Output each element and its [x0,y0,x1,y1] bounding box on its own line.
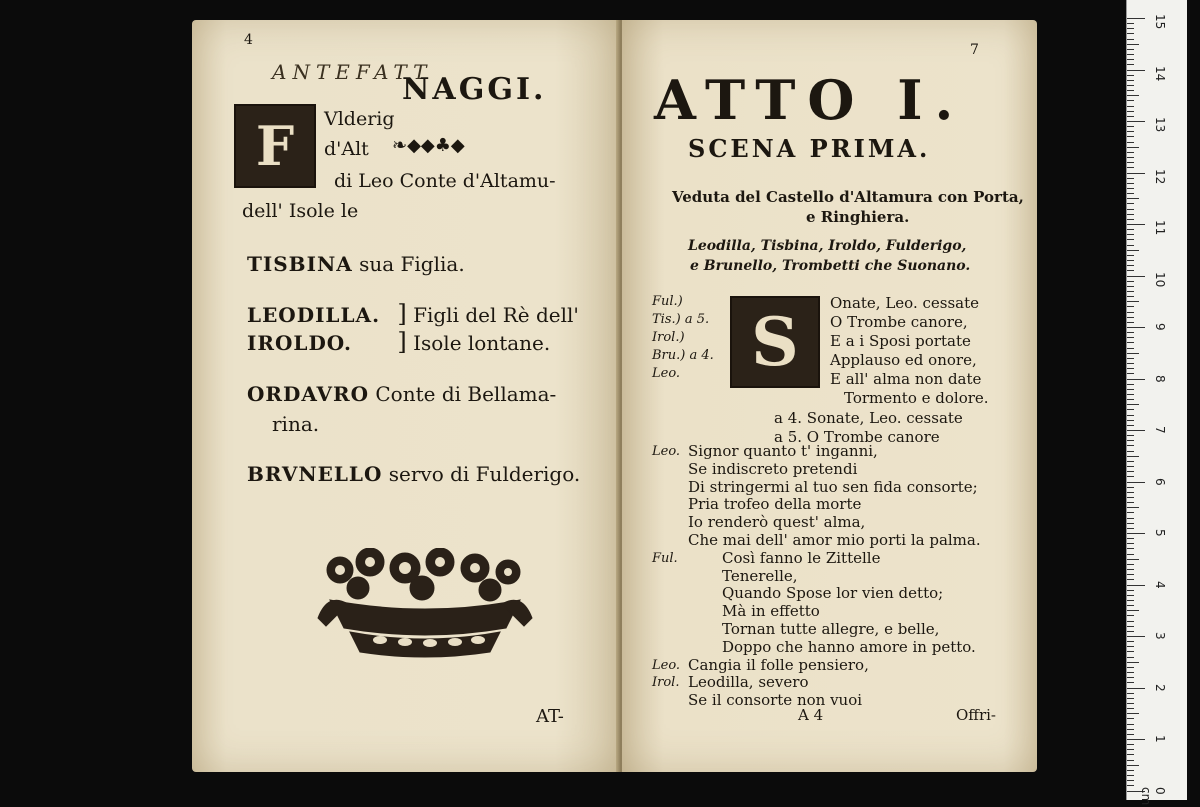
ruler-tick [1127,538,1134,539]
ruler-tick [1127,126,1134,127]
role-entry [247,328,550,356]
dialogue-line: Se indiscreto pretendi [688,459,858,478]
catchword: AT- [536,706,564,727]
dialogue-line: Se il consorte non vuoi [688,691,863,710]
ruler-tick [1127,621,1134,622]
ruler-number: 14 [1153,65,1167,81]
cast-list: Leodilla, Tisbina, Iroldo, Fulderigo, [688,238,967,254]
ruler-tick [1127,209,1134,210]
ruler-tick [1127,672,1134,673]
bracket: ] [397,328,407,356]
ruler-tick [1127,523,1134,524]
ruler-tick [1127,631,1134,632]
ruler-tick [1127,332,1134,333]
ruler-tick [1127,162,1134,163]
ruler-tick [1127,23,1134,24]
ruler-tick [1127,265,1134,266]
ruler-tick [1127,229,1134,230]
drop-cap-letter: S [751,303,799,381]
ruler-tick [1127,476,1134,477]
dialogue-line: Di stringermi al tuo sen fida consorte; [688,477,978,496]
ruler-tick [1127,106,1134,107]
ruler-tick [1127,239,1134,240]
entry-line: d'Alt [324,138,369,160]
ruler-number: 0 cm [1139,786,1167,805]
measuring-ruler [1126,0,1187,805]
ruler-tick [1127,394,1134,395]
ruler-tick [1127,136,1134,137]
verse-line: Tormento e dolore. [844,389,989,407]
speaker-label: Tis.) a 5. [652,312,710,327]
ruler-tick [1127,255,1134,256]
ruler-tick [1127,54,1134,55]
role-name: BRVNELLO [247,462,383,486]
ruler-tick [1127,33,1134,34]
speaker-label: Irol.) [652,330,685,345]
dialogue-line: Tenerelle, [722,566,798,585]
ornament-glyph: ❧◆◆♣◆ [392,135,465,156]
cast-list: e Brunello, Trombetti che Suonano. [690,258,971,274]
ruler-tick [1127,507,1139,508]
ruler-tick [1127,312,1134,313]
ruler-tick [1127,64,1134,65]
ruler-tick [1127,703,1134,704]
ruler-tick [1127,564,1134,565]
role-name: TISBINA [247,252,353,276]
dialogue-line: Signor quanto t' inganni, [688,442,878,460]
verse-line: Applauso ed onore, [830,351,977,369]
ruler-tick [1127,760,1134,761]
ruler-tick [1127,404,1139,405]
ruler-number: 9 [1153,323,1167,331]
ruler-tick [1127,528,1134,529]
ruler-tick [1127,780,1134,781]
verse-line: a 5. O Trombe canore [774,428,940,446]
ruler-tick [1127,327,1145,328]
ruler-tick [1127,590,1134,591]
scene-setting: Veduta del Castello d'Altamura con Porta, [672,188,1024,206]
ruler-number: 7 [1153,426,1167,434]
ruler-tick [1127,595,1134,596]
running-header: NAGGI. [402,72,547,107]
ruler-tick [1127,80,1134,81]
ruler-tick [1127,754,1134,755]
ruler-tick [1127,368,1134,369]
ruler-tick [1127,471,1134,472]
ruler-tick [1127,775,1134,776]
ruler-tick [1127,610,1139,611]
ruler-tick [1127,296,1134,297]
role-desc: Isole lontane. [413,331,551,355]
ruler-tick [1127,363,1134,364]
ruler-tick [1127,646,1134,647]
dialogue-line: Pria trofeo della morte [688,495,862,514]
dialogue-line: Tornan tutte allegre, e belle, [722,620,940,638]
ruler-tick [1127,688,1145,689]
ruler-tick [1127,224,1145,225]
ruler-tick [1127,739,1145,740]
verse-line: a 4. Sonate, Leo. cessate [774,409,963,427]
role-entry [247,300,579,328]
ruler-tick [1127,445,1134,446]
ruler-tick [1127,183,1134,184]
drop-cap-woodcut [730,296,820,388]
ruler-tick [1127,399,1134,400]
ruler-tick [1127,559,1139,560]
verse-line: Onate, Leo. cessate [830,294,980,312]
ruler-tick [1127,729,1134,730]
ruler-tick [1127,466,1134,467]
ruler-tick [1127,734,1134,735]
ruler-tick [1127,193,1134,194]
ruler-tick [1127,569,1134,570]
ruler-tick [1127,657,1134,658]
ruler-tick [1127,281,1134,282]
ruler-tick [1127,234,1134,235]
ruler-tick [1127,75,1134,76]
ruler-tick [1127,415,1134,416]
ruler-tick [1127,425,1134,426]
ruler-tick [1127,579,1134,580]
speaker-label: Leo. [652,657,681,673]
ruler-tick [1127,306,1134,307]
ruler-tick [1127,420,1134,421]
dialogue-line: Leodilla, severo [688,673,809,692]
ruler-tick [1127,100,1134,101]
ruler-number: 4 [1153,580,1167,589]
signature-mark: A 4 [798,706,824,724]
ruler-tick [1127,59,1134,60]
ruler-tick [1127,435,1134,436]
ruler-tick [1127,512,1134,513]
scene-title: SCENA PRIMA. [688,134,931,163]
ruler-number: 3 [1153,632,1167,640]
entry-line: Vlderig [324,108,395,130]
ruler-tick [1127,605,1134,606]
dialogue-line: Così fanno le Zittelle [722,548,881,567]
ruler-tick [1127,409,1134,410]
ruler-tick [1127,373,1134,374]
ruler-tick [1127,111,1134,112]
ruler-tick [1127,142,1134,143]
ruler-tick [1127,178,1134,179]
ruler-tick [1127,713,1139,714]
speaker-label: Leo. [652,366,681,381]
ruler-tick [1127,502,1134,503]
ruler-tick [1127,693,1134,694]
speaker-label: Bru.) a 4. [652,348,714,363]
ruler-tick [1127,765,1139,766]
right-page [622,20,1037,772]
ruler-tick [1127,44,1139,45]
ruler-tick [1127,39,1134,40]
entry-line: di Leo Conte d'Altamu- [334,170,556,192]
ruler-tick [1127,173,1145,174]
dialogue-line: Che mai dell' amor mio porti la palma. [688,531,981,549]
role-desc: Conte di Bellama- [375,382,557,406]
ruler-tick [1127,682,1134,683]
speaker-label: Ful. [652,550,678,566]
speaker-label: Irol. [652,675,680,691]
scene-setting: e Ringhiera. [806,208,910,226]
ruler-tick [1127,533,1145,534]
ruler-tick [1127,317,1134,318]
ruler-tick [1127,615,1134,616]
running-header-partial: ANTEFATT [272,60,433,84]
flower-basket-ornament [310,548,540,666]
ruler-tick [1127,749,1134,750]
drop-cap-letter: F [255,114,295,178]
ruler-tick [1127,358,1134,359]
ruler-tick [1127,585,1145,586]
role-name: ORDAVRO [247,382,370,406]
ruler-tick [1127,286,1134,287]
ruler-tick [1127,770,1134,771]
ruler-tick [1127,379,1145,380]
ruler-tick [1127,384,1134,385]
role-desc: rina. [272,412,320,436]
ruler-tick [1127,636,1145,637]
ruler-number: 5 [1153,529,1167,537]
ruler-tick [1127,785,1134,786]
ruler-tick [1127,198,1139,199]
role-name: IROLDO. [247,331,353,355]
verse-line: E all' alma non date [830,370,982,388]
dialogue-line: Doppo che hanno amore in petto. [722,637,976,656]
ruler-tick [1127,270,1134,271]
ruler-tick [1127,554,1134,555]
ruler-tick [1127,451,1134,452]
ruler-tick [1127,147,1139,148]
drop-cap-woodcut [234,104,316,188]
role-entry [247,462,580,486]
ruler-tick [1127,698,1134,699]
ruler-tick [1127,49,1134,50]
ruler-tick [1127,260,1134,261]
ruler-number: 10 [1153,271,1167,287]
verse-line: E a i Sposi portate [830,332,971,350]
dialogue-line: Cangia il folle pensiero, [688,655,869,674]
act-title: ATTO I. [654,68,966,132]
ruler-tick [1127,430,1145,431]
ruler-tick [1127,188,1134,189]
ruler-number: 12 [1153,168,1167,184]
ruler-tick [1127,342,1134,343]
ruler-tick [1127,718,1134,719]
ruler-tick [1127,152,1134,153]
role-entry [247,382,556,406]
ruler-tick [1127,301,1139,302]
ruler-tick [1127,70,1145,71]
catchword: Offri- [956,706,996,724]
ruler-tick [1127,708,1134,709]
ruler-tick [1127,353,1139,354]
bracket: ] [397,300,407,328]
ruler-tick [1127,348,1134,349]
ruler-tick [1127,487,1134,488]
ruler-tick [1127,461,1134,462]
ruler-tick [1127,219,1134,220]
ruler-tick [1127,245,1134,246]
role-entry [247,252,465,276]
ruler-number: 2 [1153,683,1167,692]
ruler-tick [1127,677,1134,678]
ruler-tick [1127,626,1134,627]
ruler-tick [1127,131,1134,132]
ruler-tick [1127,121,1145,122]
ruler-tick [1127,482,1145,483]
ruler-number: 11 [1153,220,1167,236]
left-page [192,20,619,772]
ruler-tick [1127,95,1139,96]
ruler-number: 6 [1153,477,1167,486]
verse-line: O Trombe canore, [830,313,968,331]
role-desc: sua Figlia. [359,252,465,276]
role-name: LEODILLA. [247,303,381,327]
ruler-tick [1127,744,1134,745]
ruler-tick [1127,600,1134,601]
ruler-tick [1127,116,1134,117]
ruler-number: 13 [1153,117,1167,133]
ruler-tick [1127,291,1134,292]
role-entry [272,412,319,436]
speaker-label: Leo. [652,444,681,459]
role-desc: servo di Fulderigo. [388,462,581,486]
ruler-tick [1127,337,1134,338]
ruler-number: 1 [1153,735,1167,743]
entry-line: dell' Isole le [242,200,359,222]
ruler-tick [1127,492,1134,493]
role-desc: Figli del Rè dell' [413,303,579,327]
ruler-tick [1127,574,1134,575]
ruler-tick [1127,456,1139,457]
ruler-tick [1127,28,1134,29]
ruler-tick [1127,497,1134,498]
ruler-tick [1127,724,1134,725]
page-number: 7 [970,42,979,58]
ruler-tick [1127,203,1134,204]
ruler-tick [1127,662,1139,663]
ruler-tick [1127,90,1134,91]
ruler-tick [1127,18,1145,19]
ruler-tick [1127,440,1134,441]
ruler-tick [1127,322,1134,323]
ruler-tick [1127,548,1134,549]
ruler-tick [1127,651,1134,652]
ruler-tick [1127,250,1139,251]
ruler-number: 8 [1153,374,1167,383]
ruler-tick [1127,167,1134,168]
page-number: 4 [244,32,253,48]
ruler-number: 15 [1153,14,1167,30]
dialogue-line: Io renderò quest' alma, [688,513,866,532]
ruler-tick [1127,214,1134,215]
ruler-tick [1127,641,1134,642]
ruler-tick [1127,389,1134,390]
ruler-tick [1127,276,1145,277]
ruler-tick [1127,667,1134,668]
dialogue-line: Quando Spose lor vien detto; [722,584,944,603]
ruler-tick [1127,543,1134,544]
speaker-label: Ful.) [652,294,683,309]
dialogue-line: Mà in effetto [722,602,820,621]
ruler-tick [1127,85,1134,86]
ruler-tick [1127,157,1134,158]
ruler-tick [1127,518,1134,519]
